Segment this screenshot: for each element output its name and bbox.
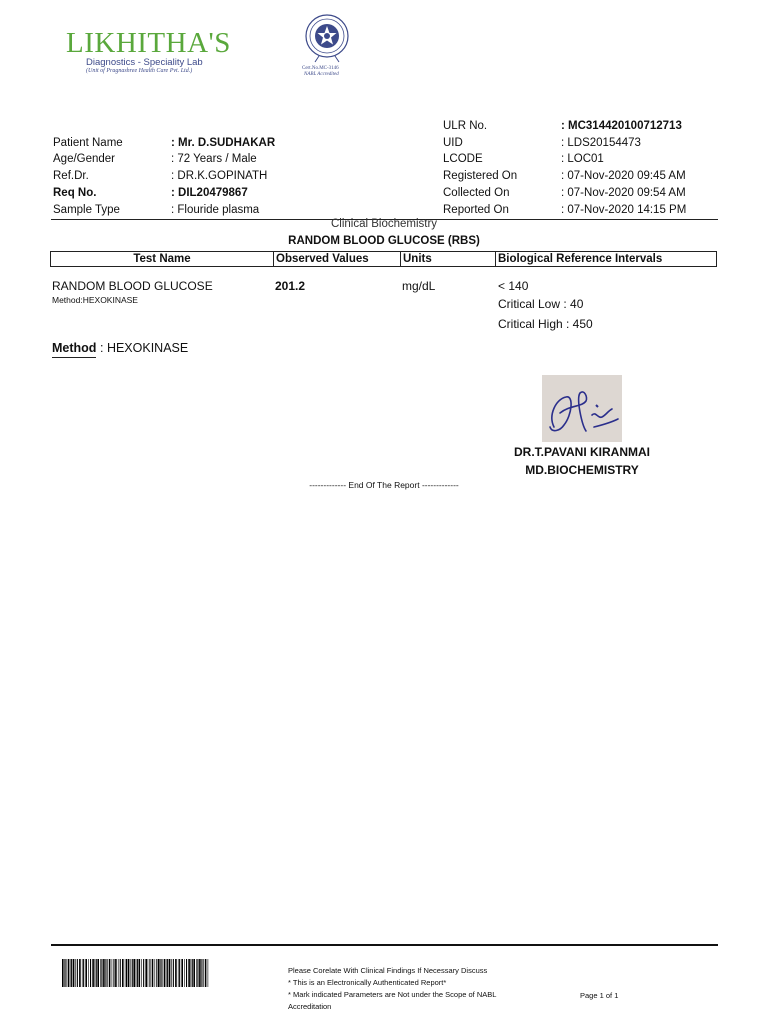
- reference-critical-high: Critical High : 450: [498, 317, 593, 331]
- barcode-bar: [83, 959, 84, 987]
- registered-label: Registered On: [443, 170, 518, 182]
- lab-subline: (Unit of Pragnashree Health Care Pvt. Ltd.): [86, 68, 193, 74]
- col-header-reference: Biological Reference Intervals: [498, 253, 663, 265]
- barcode-bar: [113, 959, 114, 987]
- signatory-qualification: MD.BIOCHEMISTRY: [525, 463, 639, 477]
- sample-type-label: Sample Type: [53, 204, 120, 216]
- collected-label: Collected On: [443, 187, 510, 199]
- barcode-bar: [103, 959, 105, 987]
- barcode-bar: [143, 959, 144, 987]
- barcode-bar: [122, 959, 124, 987]
- lcode-value: : LOC01: [561, 153, 604, 165]
- barcode-bar: [181, 959, 183, 987]
- barcode-bar: [125, 959, 126, 987]
- barcode-bar: [197, 959, 198, 987]
- barcode-bar: [141, 959, 142, 987]
- uid-value: : LDS20154473: [561, 137, 641, 149]
- barcode-bar: [115, 959, 117, 987]
- barcode-bar: [105, 959, 106, 987]
- barcode-icon: [62, 959, 210, 987]
- barcode-bar: [109, 959, 111, 987]
- result-unit: mg/dL: [402, 279, 436, 293]
- barcode-bar: [161, 959, 162, 987]
- col-header-test-name: Test Name: [133, 253, 191, 265]
- patient-name-label: Patient Name: [53, 137, 123, 149]
- barcode-bar: [92, 959, 94, 987]
- footer-note: Accreditation: [288, 1002, 332, 1011]
- barcode-bar: [139, 959, 141, 987]
- barcode-bar: [137, 959, 138, 987]
- barcode-bar: [90, 959, 91, 987]
- barcode-bar: [149, 959, 150, 987]
- method-value: : HEXOKINASE: [100, 341, 189, 355]
- accreditation-label: NABL Accredited: [304, 72, 339, 77]
- barcode-bar: [130, 959, 131, 987]
- barcode-bar: [193, 959, 195, 987]
- barcode-bar: [107, 959, 108, 987]
- barcode-bar: [199, 959, 201, 987]
- barcode-bar: [173, 959, 174, 987]
- barcode-bar: [101, 959, 102, 987]
- barcode-bar: [191, 959, 192, 987]
- footer-note: * Mark indicated Parameters are Not under the Scope of NABL: [288, 990, 497, 999]
- barcode-bar: [112, 959, 113, 987]
- barcode-bar: [77, 959, 78, 987]
- barcode-bar: [128, 959, 130, 987]
- reference-critical-low: Critical Low : 40: [498, 297, 584, 311]
- barcode-bar: [203, 959, 204, 987]
- barcode-bar: [88, 959, 89, 987]
- barcode-bar: [95, 959, 96, 987]
- lcode-label: LCODE: [443, 153, 483, 165]
- req-no-value: : DIL20479867: [171, 187, 248, 199]
- barcode-bar: [132, 959, 133, 987]
- test-title: RANDOM BLOOD GLUCOSE (RBS): [288, 235, 480, 247]
- department-title: Clinical Biochemistry: [330, 218, 438, 230]
- registered-value: : 07-Nov-2020 09:45 AM: [561, 170, 686, 182]
- barcode-bar: [136, 959, 137, 987]
- signature-scribble-icon: [542, 375, 622, 442]
- barcode-bar: [175, 959, 177, 987]
- column-divider: [495, 252, 496, 267]
- barcode-bar: [96, 959, 97, 987]
- reported-value: : 07-Nov-2020 14:15 PM: [561, 204, 687, 216]
- footer-divider: [51, 944, 718, 946]
- barcode-bar: [75, 959, 76, 987]
- barcode-bar: [118, 959, 119, 987]
- result-observed-value: 201.2: [275, 279, 306, 293]
- barcode-bar: [126, 959, 127, 987]
- barcode-bar: [97, 959, 99, 987]
- nabl-seal-icon: [303, 12, 351, 64]
- barcode-bar: [164, 959, 166, 987]
- uid-label: UID: [443, 137, 463, 149]
- barcode-bar: [196, 959, 197, 987]
- ulr-value: : MC314420100712713: [561, 120, 682, 132]
- col-header-observed: Observed Values: [276, 253, 369, 265]
- barcode-bar: [160, 959, 161, 987]
- req-no-label: Req No.: [53, 187, 97, 199]
- col-header-units: Units: [403, 253, 432, 265]
- footer-note: Please Corelate With Clinical Findings If Necessary Discuss: [288, 966, 488, 975]
- barcode-bar: [156, 959, 157, 987]
- method-underline: [52, 357, 96, 358]
- barcode-bar: [179, 959, 180, 987]
- cert-number: Cert.No.MC-3146: [302, 66, 339, 71]
- barcode-bar: [62, 959, 64, 987]
- result-test-method: Method:HEXOKINASE: [52, 295, 138, 305]
- barcode-bar: [82, 959, 83, 987]
- barcode-bar: [68, 959, 70, 987]
- barcode-bar: [188, 959, 190, 987]
- signatory-name: DR.T.PAVANI KIRANMAI: [514, 445, 650, 459]
- barcode-bar: [79, 959, 81, 987]
- lab-tagline: Diagnostics - Speciality Lab: [86, 57, 203, 68]
- barcode-bar: [158, 959, 160, 987]
- page-number: Page 1 of 1: [580, 991, 619, 1000]
- patient-name-value: : Mr. D.SUDHAKAR: [171, 137, 276, 149]
- age-gender-label: Age/Gender: [53, 153, 116, 165]
- barcode-bar: [186, 959, 187, 987]
- barcode-bar: [85, 959, 87, 987]
- lab-logo-name: LIKHITHA'S: [66, 27, 231, 59]
- method-label: Method: [52, 341, 97, 355]
- ulr-label: ULR No.: [443, 120, 488, 132]
- signature-image: [542, 375, 622, 442]
- barcode-bar: [64, 959, 65, 987]
- barcode-bar: [208, 959, 209, 987]
- barcode-bar: [201, 959, 202, 987]
- age-gender-value: : 72 Years / Male: [171, 153, 257, 165]
- barcode-bar: [167, 959, 168, 987]
- sample-type-value: : Flouride plasma: [171, 204, 260, 216]
- results-table-header: [50, 251, 717, 267]
- barcode-bar: [71, 959, 72, 987]
- footer-note: * This is an Electronically Authenticated Report*: [288, 978, 447, 987]
- barcode-bar: [192, 959, 193, 987]
- column-divider: [273, 252, 274, 267]
- barcode-bar: [152, 959, 154, 987]
- result-test-name: RANDOM BLOOD GLUCOSE: [52, 279, 213, 293]
- barcode-bar: [205, 959, 207, 987]
- end-of-report: ------------- End Of The Report -------------: [309, 480, 459, 490]
- column-divider: [400, 252, 401, 267]
- barcode-bar: [169, 959, 171, 987]
- barcode-bar: [100, 959, 101, 987]
- reported-label: Reported On: [443, 204, 509, 216]
- barcode-bar: [120, 959, 121, 987]
- barcode-bar: [155, 959, 156, 987]
- barcode-bar: [166, 959, 167, 987]
- barcode-bar: [148, 959, 149, 987]
- ref-dr-label: Ref.Dr.: [53, 170, 89, 182]
- collected-value: : 07-Nov-2020 09:54 AM: [561, 187, 686, 199]
- reference-normal: < 140: [498, 279, 529, 293]
- barcode-bar: [73, 959, 75, 987]
- barcode-bar: [145, 959, 147, 987]
- barcode-bar: [133, 959, 135, 987]
- barcode-bar: [70, 959, 71, 987]
- ref-dr-value: : DR.K.GOPINATH: [171, 170, 268, 182]
- barcode-bar: [178, 959, 179, 987]
- barcode-bar: [65, 959, 66, 987]
- barcode-bar: [184, 959, 185, 987]
- barcode-bar: [171, 959, 172, 987]
